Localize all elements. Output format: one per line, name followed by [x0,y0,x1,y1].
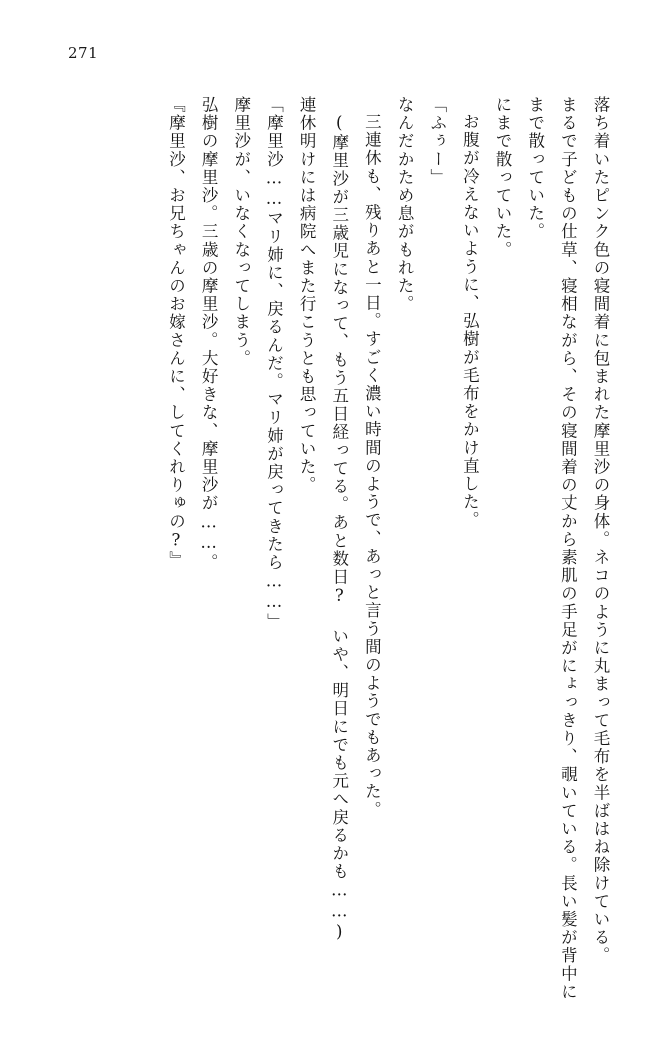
paragraph: なんだかため息がもれた。 [395,96,415,314]
paragraph: 三連休も、残りあと一日。すごく濃い時間のようで、あっと言う間のようでもあった。 [362,112,382,819]
page-text-body [56,96,616,1006]
paragraph: 「摩里沙……マリ姉に、戻るんだ。マリ姉が戻ってきたら……」 [264,96,284,631]
paragraph: 弘樹の摩里沙。三歳の摩里沙。大好きな、摩里沙が……。 [199,96,219,572]
page-number: 271 [68,44,99,62]
paragraph: 落ち着いたピンク色の寝間着に包まれた摩里沙の身体。ネコのように丸まって毛布を半ばはね除けている。 [591,96,610,965]
paragraph: お腹が冷えないように、弘樹が毛布をかけ直した。 [460,112,480,529]
paragraph: 『摩里沙、お兄ちゃんのお嫁さんに、してくれりゅの?』 [166,96,186,570]
paragraph: にまで散っていた。 [493,96,513,259]
paragraph: 連休明けには病院へまた行こうとも思っていた。 [297,96,317,495]
paragraph: (摩里沙が三歳児になって、もう五日経ってる。あと数日? いや、明日にでも元へ戻るかも……) [329,112,349,942]
paragraph: まるで子どもの仕草、寝相ながら、その寝間着の丈から素肌の手足がにょっきり、覗いている。長い髪が背中にまで散っていた。 [525,96,578,1001]
paragraph: 摩里沙が、いなくなってしまう。 [231,96,251,368]
paragraph: 「ふぅー」 [427,96,447,187]
